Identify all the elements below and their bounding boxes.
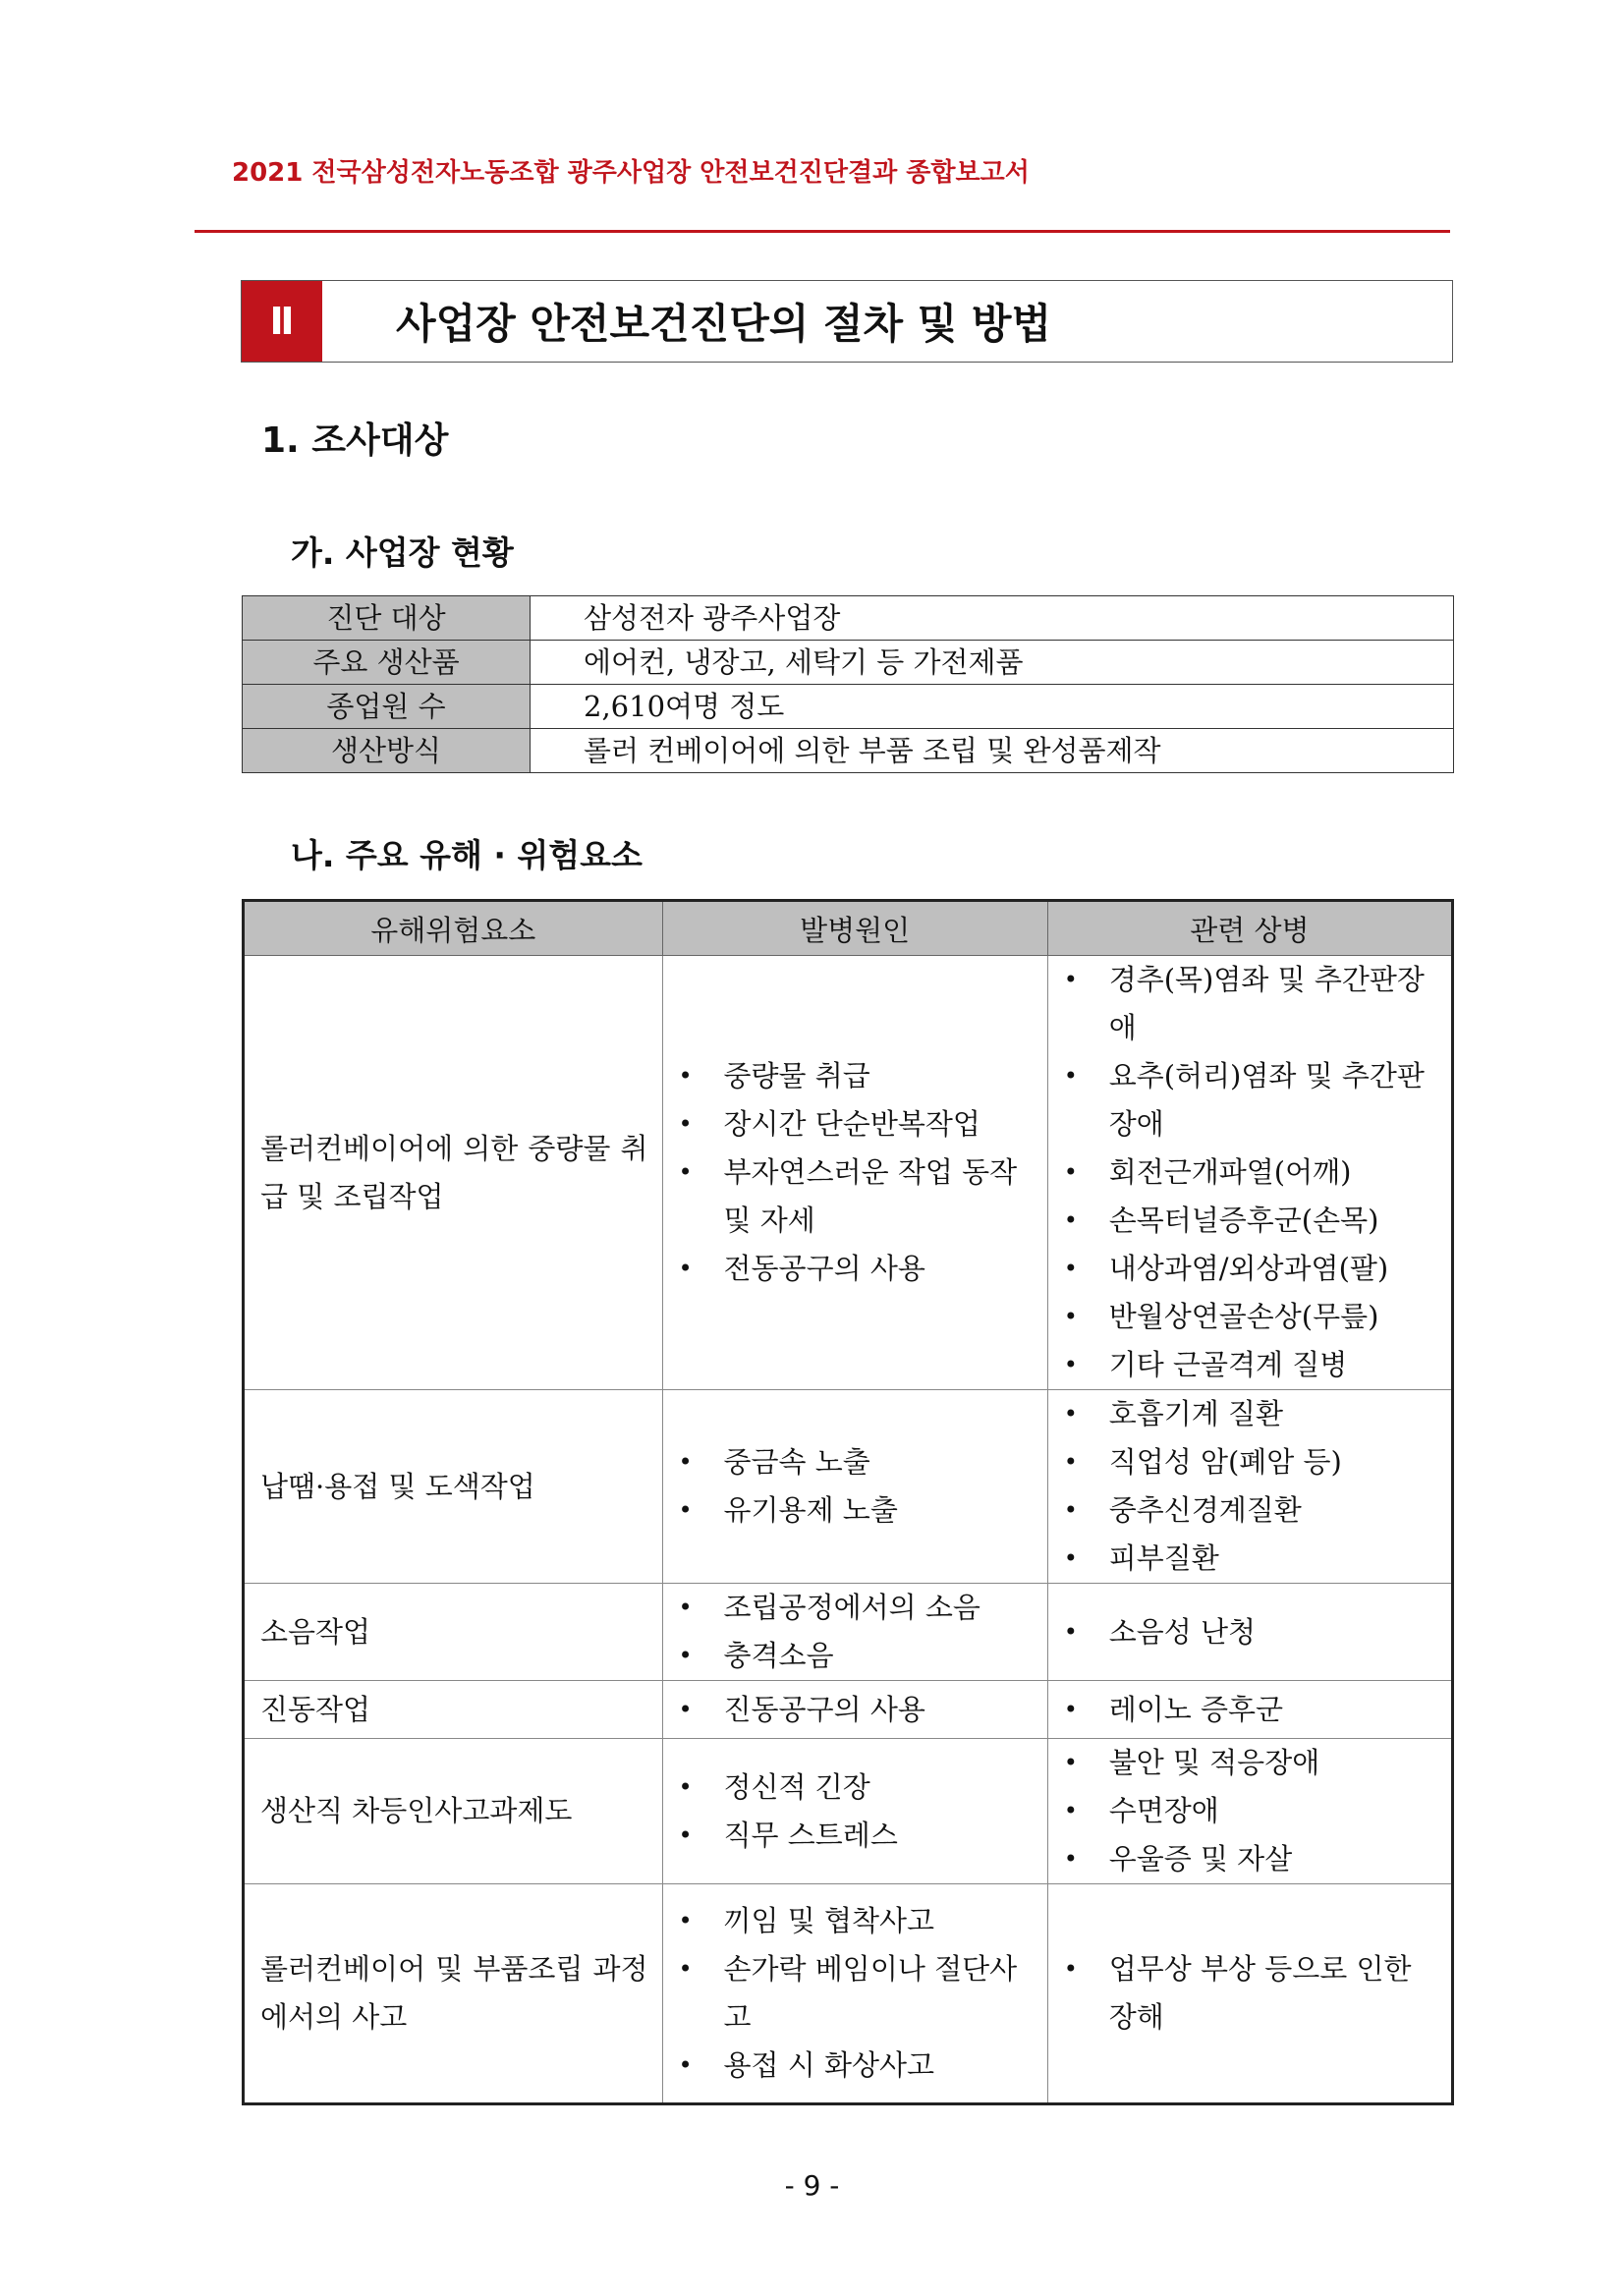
table-row (244, 956, 1453, 1390)
cause-item: • 끼임 및 협착사고 (677, 1897, 1036, 1945)
disease-item: • 레이노 증후군 (1062, 1686, 1439, 1734)
section-number: Ⅱ (242, 281, 322, 362)
overview-value: 에어컨, 냉장고, 세탁기 등 가전제품 (531, 641, 1454, 685)
disease-item: • 불안 및 적응장애 (1062, 1739, 1439, 1787)
cause-item: • 조립공정에서의 소음 (677, 1584, 1036, 1632)
overview-value: 삼성전자 광주사업장 (531, 596, 1454, 641)
disease-cell (1047, 1739, 1452, 1884)
disease-item: • 수면장애 (1062, 1787, 1439, 1835)
cause-item: • 충격소음 (677, 1632, 1036, 1680)
table-row (243, 596, 1454, 641)
cause-cell (662, 1584, 1047, 1681)
report-header-title: 2021 전국삼성전자노동조합 광주사업장 안전보건진단결과 종합보고서 (232, 158, 1030, 188)
cause-item: • 손가락 베임이나 절단사고 (677, 1945, 1036, 2042)
section-title: 사업장 안전보건진단의 절차 및 방법 (396, 300, 1052, 348)
disease-item: • 업무상 부상 등으로 인한 장해 (1062, 1945, 1439, 2042)
disease-item: • 소음성 난청 (1062, 1608, 1439, 1656)
cause-item: • 용접 시 화상사고 (677, 2042, 1036, 2090)
hazard-factor-cell: 롤러컨베이어에 의한 중량물 취급 및 조립작업 (244, 956, 663, 1390)
table-row (244, 1884, 1453, 2104)
overview-value: 롤러 컨베이어에 의한 부품 조립 및 완성품제작 (531, 729, 1454, 773)
workplace-overview-table (242, 595, 1454, 773)
heading-workplace-status: 가. 사업장 현황 (291, 533, 514, 572)
disease-cell (1047, 1584, 1452, 1681)
disease-item: • 피부질환 (1062, 1535, 1439, 1583)
table-row (244, 1584, 1453, 1681)
table-row (243, 685, 1454, 729)
hazard-factor-cell: 롤러컨베이어 및 부품조립 과정에서의 사고 (244, 1884, 663, 2104)
cause-cell (662, 956, 1047, 1390)
table-row (244, 1739, 1453, 1884)
cause-item: • 정신적 긴장 (677, 1764, 1036, 1812)
hazard-factor-cell: 납땜·용접 및 도색작업 (244, 1390, 663, 1584)
disease-cell (1047, 1681, 1452, 1739)
cause-item: • 중금속 노출 (677, 1438, 1036, 1486)
table-row (244, 1390, 1453, 1584)
table-row (244, 1681, 1453, 1739)
disease-cell (1047, 1390, 1452, 1584)
cause-item: • 직무 스트레스 (677, 1812, 1036, 1860)
disease-item: • 우울증 및 자살 (1062, 1835, 1439, 1883)
page-number: - 9 - (784, 2169, 840, 2202)
column-header: 관련 상병 (1047, 901, 1452, 956)
table-row (243, 729, 1454, 773)
column-header: 발병원인 (662, 901, 1047, 956)
disease-item: • 기타 근골격계 질병 (1062, 1341, 1439, 1389)
cause-item: • 중량물 취급 (677, 1052, 1036, 1100)
cause-cell (662, 1884, 1047, 2104)
overview-key: 주요 생산품 (243, 641, 531, 685)
hazard-factor-cell: 진동작업 (244, 1681, 663, 1739)
disease-item: • 호흡기계 질환 (1062, 1390, 1439, 1438)
heading-hazard-factors: 나. 주요 유해 · 위험요소 (291, 836, 643, 874)
disease-item: • 손목터널증후군(손목) (1062, 1197, 1439, 1245)
overview-key: 생산방식 (243, 729, 531, 773)
column-header: 유해위험요소 (244, 901, 663, 956)
cause-cell (662, 1390, 1047, 1584)
cause-item: • 부자연스러운 작업 동작 및 자세 (677, 1148, 1036, 1245)
cause-cell (662, 1739, 1047, 1884)
cause-item: • 진동공구의 사용 (677, 1686, 1036, 1734)
hazard-factors-table (242, 899, 1454, 2105)
disease-item: • 요추(허리)염좌 및 추간판장애 (1062, 1052, 1439, 1148)
disease-item: • 중추신경계질환 (1062, 1486, 1439, 1535)
overview-key: 진단 대상 (243, 596, 531, 641)
cause-cell (662, 1681, 1047, 1739)
hazard-factor-cell: 생산직 차등인사고과제도 (244, 1739, 663, 1884)
disease-item: • 반월상연골손상(무릎) (1062, 1293, 1439, 1341)
cause-item: • 장시간 단순반복작업 (677, 1100, 1036, 1148)
cause-item: • 전동공구의 사용 (677, 1245, 1036, 1293)
disease-item: • 경추(목)염좌 및 추간판장애 (1062, 956, 1439, 1052)
heading-survey-target: 1. 조사대상 (261, 420, 449, 461)
overview-key: 종업원 수 (243, 685, 531, 729)
disease-cell (1047, 1884, 1452, 2104)
section-title-box (241, 280, 1453, 363)
header-divider (195, 230, 1450, 233)
disease-cell (1047, 956, 1452, 1390)
cause-item: • 유기용제 노출 (677, 1486, 1036, 1535)
overview-value: 2,610여명 정도 (531, 685, 1454, 729)
disease-item: • 회전근개파열(어깨) (1062, 1148, 1439, 1197)
table-header-row (244, 901, 1453, 956)
disease-item: • 직업성 암(폐암 등) (1062, 1438, 1439, 1486)
hazard-factor-cell: 소음작업 (244, 1584, 663, 1681)
disease-item: • 내상과염/외상과염(팔) (1062, 1245, 1439, 1293)
table-row (243, 641, 1454, 685)
